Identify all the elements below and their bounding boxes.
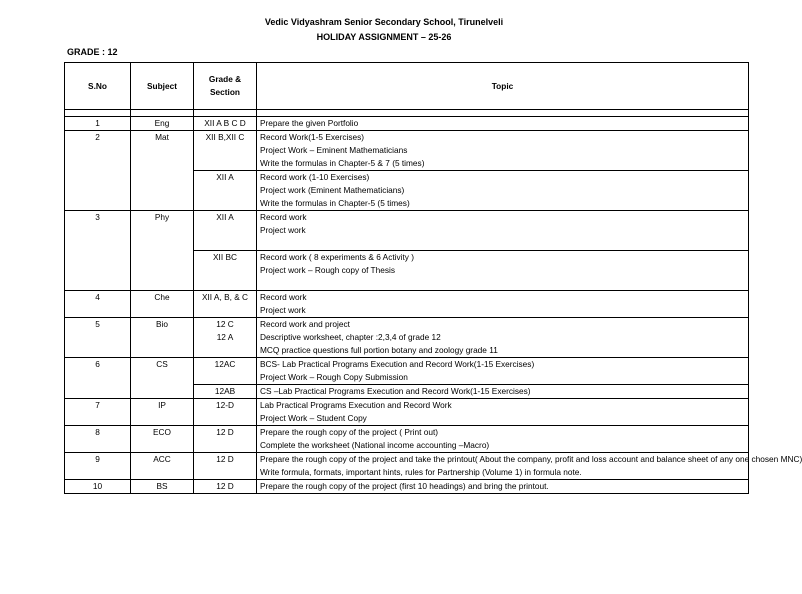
blank-line	[260, 237, 745, 250]
topic-line: Write the formulas in Chapter-5 & 7 (5 times)	[260, 158, 425, 168]
topic-line: MCQ practice questions full portion botany and zoology grade 11	[260, 345, 498, 355]
cell-subject: Che	[131, 291, 194, 318]
cell-subject: Mat	[131, 131, 194, 211]
cell-topic	[257, 291, 749, 318]
spacer-row	[65, 110, 749, 117]
header-section-line: Section	[210, 87, 240, 97]
header-sno: S.No	[65, 63, 131, 110]
spacer-cell	[131, 110, 194, 117]
cell-grade-section	[194, 399, 257, 426]
section-line: 12-D	[216, 400, 234, 410]
cell-topic	[257, 453, 802, 480]
section-line: 12 C	[216, 319, 234, 329]
topic-line: Write the formulas in Chapter-5 (5 times)	[260, 198, 410, 208]
cell-topic	[257, 251, 749, 291]
section-line: 12 A	[216, 332, 234, 342]
spacer-cell	[257, 110, 749, 117]
topic-line: Project Work – Eminent Mathematicians	[260, 145, 408, 155]
table-row	[65, 480, 749, 494]
section-line: XII A, B, & C	[201, 292, 249, 302]
topic-line: Project work	[260, 225, 306, 235]
cell-topic	[257, 426, 749, 453]
table-row	[65, 117, 749, 131]
header-grade-section	[194, 63, 257, 110]
cell-sno: 5	[65, 318, 131, 358]
cell-subject: CS	[131, 358, 194, 399]
cell-subject: Phy	[131, 211, 194, 291]
topic-line: Descriptive worksheet, chapter :2,3,4 of grade 12	[260, 332, 441, 342]
section-line: 12 D	[216, 481, 234, 491]
cell-sno: 4	[65, 291, 131, 318]
topic-line: Prepare the rough copy of the project ( Print out)	[260, 427, 439, 437]
section-line: XII A	[216, 172, 234, 182]
cell-topic	[257, 211, 749, 251]
header-topic: Topic	[257, 63, 749, 110]
cell-grade-section	[194, 171, 257, 211]
cell-grade-section	[194, 385, 257, 399]
cell-sno: 8	[65, 426, 131, 453]
cell-grade-section	[194, 291, 257, 318]
cell-topic	[257, 131, 749, 171]
cell-grade-section	[194, 117, 257, 131]
table-row	[65, 211, 749, 251]
cell-sno: 3	[65, 211, 131, 291]
topic-line: BCS- Lab Practical Programs Execution and Record Work(1-15 Exercises)	[260, 359, 535, 369]
cell-grade-section	[194, 453, 257, 480]
topic-line: Project work	[260, 305, 306, 315]
topic-line: Record work and project	[260, 319, 350, 329]
topic-line: Prepare the rough copy of the project and take the printout( About the company, profit and loss account and balance sheet of any one chosen MNC)	[260, 454, 802, 464]
section-line: 12 D	[216, 427, 234, 437]
cell-grade-section	[194, 358, 257, 385]
cell-subject: IP	[131, 399, 194, 426]
cell-sno: 1	[65, 117, 131, 131]
topic-line: Lab Practical Programs Execution and Record Work	[260, 400, 452, 410]
cell-grade-section	[194, 426, 257, 453]
table-header-row	[65, 63, 749, 110]
topic-line: Write formula, formats, important hints, rules for Partnership (Volume 1) in formula note.	[260, 467, 582, 477]
blank-line	[260, 277, 745, 290]
cell-subject: ACC	[131, 453, 194, 480]
spacer-cell	[65, 110, 131, 117]
section-line: XII BC	[213, 252, 237, 262]
assignment-title: HOLIDAY ASSIGNMENT – 25-26	[316, 32, 452, 42]
cell-grade-section	[194, 131, 257, 171]
section-line: XII A B C D	[204, 118, 246, 128]
grade-label: GRADE : 12	[67, 47, 118, 57]
cell-topic	[257, 480, 749, 494]
cell-topic	[257, 385, 749, 399]
header-subject: Subject	[131, 63, 194, 110]
topic-line: Record work	[260, 292, 307, 302]
topic-line: Record Work(1-5 Exercises)	[260, 132, 365, 142]
cell-subject: BS	[131, 480, 194, 494]
topic-line: Prepare the rough copy of the project (first 10 headings) and bring the printout.	[260, 481, 549, 491]
topic-line: Project work (Eminent Mathematicians)	[260, 185, 405, 195]
section-line: 12AC	[214, 359, 236, 369]
table-row	[65, 318, 749, 358]
header-grade-line: Grade &	[208, 74, 242, 84]
section-line: XII B,XII C	[205, 132, 245, 142]
cell-topic	[257, 171, 749, 211]
topic-line: Project work – Rough copy of Thesis	[260, 265, 395, 275]
table-row	[65, 291, 749, 318]
cell-topic	[257, 399, 749, 426]
section-line: 12 D	[216, 454, 234, 464]
table-row	[65, 358, 749, 385]
topic-line: Prepare the given Portfolio	[260, 118, 359, 128]
cell-sno: 9	[65, 453, 131, 480]
cell-grade-section	[194, 480, 257, 494]
cell-sno: 7	[65, 399, 131, 426]
section-line: 12AB	[214, 386, 236, 396]
table-row	[65, 426, 749, 453]
assignment-table	[64, 62, 802, 494]
section-line: XII A	[216, 212, 234, 222]
cell-topic	[257, 318, 749, 358]
table-body	[65, 110, 802, 494]
cell-grade-section	[194, 251, 257, 291]
cell-grade-section	[194, 318, 257, 358]
cell-sno: 2	[65, 131, 131, 211]
cell-grade-section	[194, 211, 257, 251]
topic-line: Record work ( 8 experiments & 6 Activity )	[260, 252, 415, 262]
topic-line: Project Work – Rough Copy Submission	[260, 372, 408, 382]
cell-sno: 6	[65, 358, 131, 399]
table-row	[65, 399, 749, 426]
cell-topic	[257, 358, 749, 385]
cell-subject: Eng	[131, 117, 194, 131]
spacer-cell	[194, 110, 257, 117]
cell-topic	[257, 117, 749, 131]
cell-subject: Bio	[131, 318, 194, 358]
topic-line: Project Work – Student Copy	[260, 413, 367, 423]
table-row	[65, 131, 749, 171]
topic-line: CS –Lab Practical Programs Execution and Record Work(1-15 Exercises)	[260, 386, 531, 396]
topic-line: Record work (1-10 Exercises)	[260, 172, 370, 182]
topic-line: Complete the worksheet (National income accounting –Macro)	[260, 440, 490, 450]
cell-subject: ECO	[131, 426, 194, 453]
school-name: Vedic Vidyashram Senior Secondary School, Tirunelveli	[264, 17, 504, 27]
table-row	[65, 453, 749, 480]
cell-sno: 10	[65, 480, 131, 494]
topic-line: Record work	[260, 212, 307, 222]
